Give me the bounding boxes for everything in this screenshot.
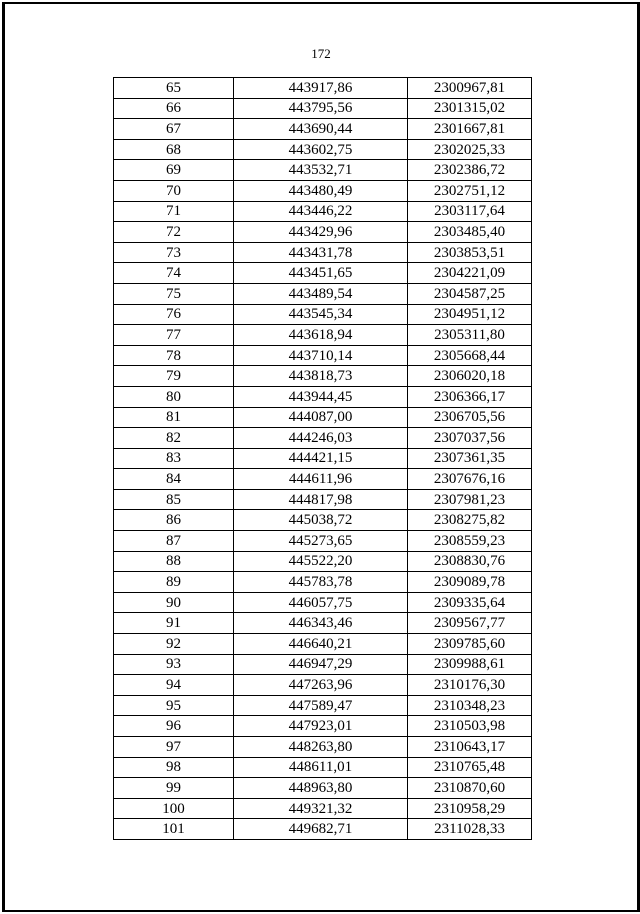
y-coordinate-cell: 2311028,33 <box>408 819 532 840</box>
y-coordinate-cell: 2309785,60 <box>408 634 532 655</box>
table-row <box>114 325 532 346</box>
point-number-cell: 90 <box>114 592 234 613</box>
table-row <box>114 283 532 304</box>
table-row <box>114 531 532 552</box>
y-coordinate-cell: 2302386,72 <box>408 160 532 181</box>
table-row <box>114 592 532 613</box>
table-row <box>114 366 532 387</box>
x-coordinate-cell: 443480,49 <box>234 180 408 201</box>
y-coordinate-cell: 2304221,09 <box>408 263 532 284</box>
point-number-cell: 82 <box>114 428 234 449</box>
point-number-cell: 101 <box>114 819 234 840</box>
y-coordinate-cell: 2309089,78 <box>408 572 532 593</box>
table-row <box>114 695 532 716</box>
point-number-cell: 80 <box>114 386 234 407</box>
y-coordinate-cell: 2310503,98 <box>408 716 532 737</box>
table-row <box>114 345 532 366</box>
x-coordinate-cell: 444817,98 <box>234 489 408 510</box>
x-coordinate-cell: 443602,75 <box>234 139 408 160</box>
x-coordinate-cell: 445038,72 <box>234 510 408 531</box>
point-number-cell: 69 <box>114 160 234 181</box>
point-number-cell: 85 <box>114 489 234 510</box>
y-coordinate-cell: 2309335,64 <box>408 592 532 613</box>
point-number-cell: 96 <box>114 716 234 737</box>
y-coordinate-cell: 2306705,56 <box>408 407 532 428</box>
x-coordinate-cell: 446947,29 <box>234 654 408 675</box>
point-number-cell: 75 <box>114 283 234 304</box>
table-row <box>114 551 532 572</box>
table-row <box>114 469 532 490</box>
y-coordinate-cell: 2301667,81 <box>408 119 532 140</box>
coordinates-table-body <box>114 78 532 840</box>
table-row <box>114 242 532 263</box>
y-coordinate-cell: 2302751,12 <box>408 180 532 201</box>
y-coordinate-cell: 2310958,29 <box>408 798 532 819</box>
y-coordinate-cell: 2308559,23 <box>408 531 532 552</box>
table-row <box>114 78 532 99</box>
document-page <box>2 2 640 912</box>
point-number-cell: 97 <box>114 737 234 758</box>
x-coordinate-cell: 445783,78 <box>234 572 408 593</box>
x-coordinate-cell: 448611,01 <box>234 757 408 778</box>
y-coordinate-cell: 2303853,51 <box>408 242 532 263</box>
table-row <box>114 201 532 222</box>
table-row <box>114 98 532 119</box>
table-row <box>114 119 532 140</box>
table-row <box>114 798 532 819</box>
x-coordinate-cell: 443489,54 <box>234 283 408 304</box>
table-row <box>114 510 532 531</box>
y-coordinate-cell: 2305668,44 <box>408 345 532 366</box>
x-coordinate-cell: 443917,86 <box>234 78 408 99</box>
point-number-cell: 93 <box>114 654 234 675</box>
y-coordinate-cell: 2308275,82 <box>408 510 532 531</box>
point-number-cell: 95 <box>114 695 234 716</box>
y-coordinate-cell: 2307361,35 <box>408 448 532 469</box>
table-row <box>114 386 532 407</box>
y-coordinate-cell: 2310643,17 <box>408 737 532 758</box>
point-number-cell: 99 <box>114 778 234 799</box>
page-number: 172 <box>311 46 331 61</box>
y-coordinate-cell: 2304587,25 <box>408 283 532 304</box>
y-coordinate-cell: 2308830,76 <box>408 551 532 572</box>
x-coordinate-cell: 444087,00 <box>234 407 408 428</box>
table-row <box>114 180 532 201</box>
x-coordinate-cell: 443795,56 <box>234 98 408 119</box>
x-coordinate-cell: 448963,80 <box>234 778 408 799</box>
table-row <box>114 428 532 449</box>
table-row <box>114 819 532 840</box>
point-number-cell: 76 <box>114 304 234 325</box>
y-coordinate-cell: 2302025,33 <box>408 139 532 160</box>
x-coordinate-cell: 447263,96 <box>234 675 408 696</box>
table-row <box>114 675 532 696</box>
y-coordinate-cell: 2303117,64 <box>408 201 532 222</box>
table-row <box>114 778 532 799</box>
x-coordinate-cell: 443429,96 <box>234 222 408 243</box>
point-number-cell: 68 <box>114 139 234 160</box>
x-coordinate-cell: 448263,80 <box>234 737 408 758</box>
x-coordinate-cell: 445273,65 <box>234 531 408 552</box>
x-coordinate-cell: 443618,94 <box>234 325 408 346</box>
table-row <box>114 263 532 284</box>
x-coordinate-cell: 447589,47 <box>234 695 408 716</box>
x-coordinate-cell: 447923,01 <box>234 716 408 737</box>
point-number-cell: 86 <box>114 510 234 531</box>
table-row <box>114 572 532 593</box>
x-coordinate-cell: 446057,75 <box>234 592 408 613</box>
y-coordinate-cell: 2307676,16 <box>408 469 532 490</box>
x-coordinate-cell: 443431,78 <box>234 242 408 263</box>
x-coordinate-cell: 443690,44 <box>234 119 408 140</box>
point-number-cell: 65 <box>114 78 234 99</box>
x-coordinate-cell: 449321,32 <box>234 798 408 819</box>
table-row <box>114 757 532 778</box>
x-coordinate-cell: 449682,71 <box>234 819 408 840</box>
point-number-cell: 89 <box>114 572 234 593</box>
x-coordinate-cell: 443446,22 <box>234 201 408 222</box>
table-row <box>114 222 532 243</box>
point-number-cell: 73 <box>114 242 234 263</box>
y-coordinate-cell: 2310348,23 <box>408 695 532 716</box>
y-coordinate-cell: 2309567,77 <box>408 613 532 634</box>
point-number-cell: 84 <box>114 469 234 490</box>
y-coordinate-cell: 2307981,23 <box>408 489 532 510</box>
point-number-cell: 92 <box>114 634 234 655</box>
y-coordinate-cell: 2305311,80 <box>408 325 532 346</box>
table-row <box>114 654 532 675</box>
table-row <box>114 448 532 469</box>
table-row <box>114 716 532 737</box>
point-number-cell: 77 <box>114 325 234 346</box>
x-coordinate-cell: 443818,73 <box>234 366 408 387</box>
coordinates-table <box>113 77 532 840</box>
y-coordinate-cell: 2307037,56 <box>408 428 532 449</box>
table-row <box>114 139 532 160</box>
point-number-cell: 83 <box>114 448 234 469</box>
point-number-cell: 91 <box>114 613 234 634</box>
point-number-cell: 70 <box>114 180 234 201</box>
point-number-cell: 71 <box>114 201 234 222</box>
point-number-cell: 87 <box>114 531 234 552</box>
x-coordinate-cell: 443710,14 <box>234 345 408 366</box>
point-number-cell: 98 <box>114 757 234 778</box>
y-coordinate-cell: 2310176,30 <box>408 675 532 696</box>
point-number-cell: 88 <box>114 551 234 572</box>
x-coordinate-cell: 445522,20 <box>234 551 408 572</box>
x-coordinate-cell: 446640,21 <box>234 634 408 655</box>
x-coordinate-cell: 443451,65 <box>234 263 408 284</box>
y-coordinate-cell: 2300967,81 <box>408 78 532 99</box>
point-number-cell: 72 <box>114 222 234 243</box>
table-row <box>114 160 532 181</box>
table-row <box>114 489 532 510</box>
table-row <box>114 613 532 634</box>
x-coordinate-cell: 443532,71 <box>234 160 408 181</box>
x-coordinate-cell: 443545,34 <box>234 304 408 325</box>
point-number-cell: 100 <box>114 798 234 819</box>
point-number-cell: 78 <box>114 345 234 366</box>
y-coordinate-cell: 2304951,12 <box>408 304 532 325</box>
point-number-cell: 66 <box>114 98 234 119</box>
x-coordinate-cell: 443944,45 <box>234 386 408 407</box>
y-coordinate-cell: 2310765,48 <box>408 757 532 778</box>
table-row <box>114 634 532 655</box>
y-coordinate-cell: 2306020,18 <box>408 366 532 387</box>
y-coordinate-cell: 2301315,02 <box>408 98 532 119</box>
point-number-cell: 81 <box>114 407 234 428</box>
point-number-cell: 94 <box>114 675 234 696</box>
table-row <box>114 407 532 428</box>
y-coordinate-cell: 2306366,17 <box>408 386 532 407</box>
x-coordinate-cell: 444246,03 <box>234 428 408 449</box>
table-row <box>114 737 532 758</box>
point-number-cell: 74 <box>114 263 234 284</box>
table-row <box>114 304 532 325</box>
point-number-cell: 67 <box>114 119 234 140</box>
x-coordinate-cell: 444611,96 <box>234 469 408 490</box>
x-coordinate-cell: 444421,15 <box>234 448 408 469</box>
x-coordinate-cell: 446343,46 <box>234 613 408 634</box>
y-coordinate-cell: 2303485,40 <box>408 222 532 243</box>
y-coordinate-cell: 2310870,60 <box>408 778 532 799</box>
point-number-cell: 79 <box>114 366 234 387</box>
y-coordinate-cell: 2309988,61 <box>408 654 532 675</box>
